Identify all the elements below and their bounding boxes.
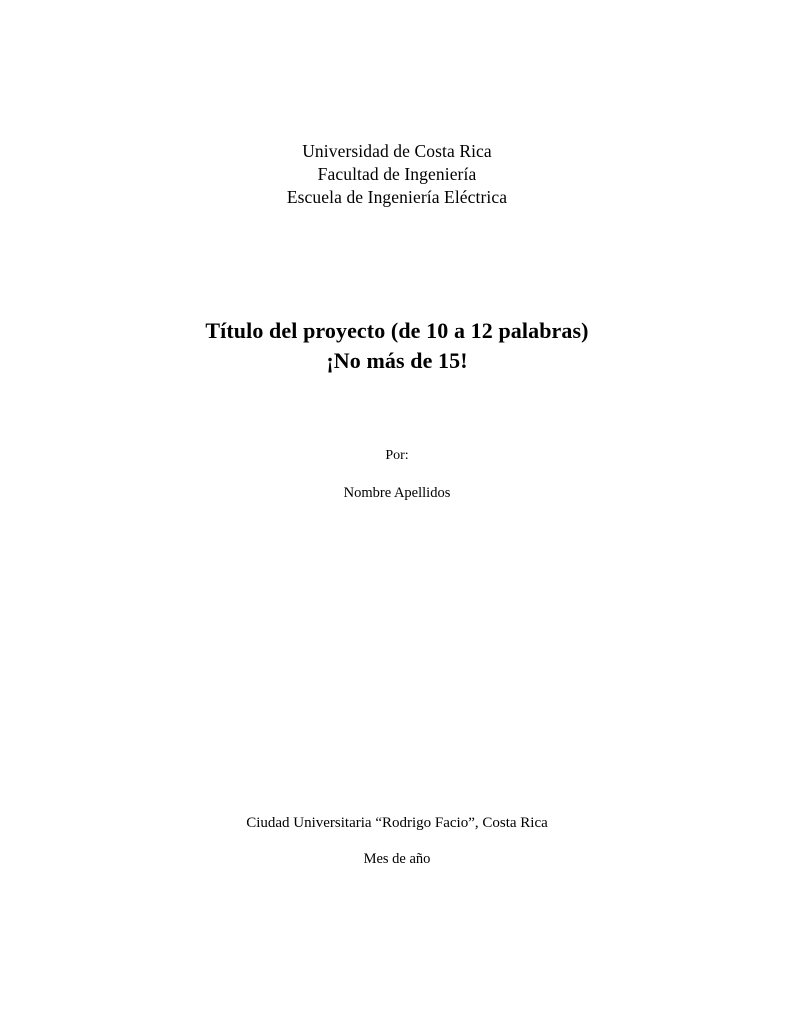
author-block <box>0 446 794 503</box>
date-text: Mes de año <box>363 851 431 867</box>
footer-block <box>0 813 794 870</box>
place-text: Ciudad Universitaria “Rodrigo Facio”, Costa Rica <box>246 815 548 831</box>
faculty-name: Facultad de Ingeniería <box>317 164 477 184</box>
project-title-line-1: Título del proyecto (de 10 a 12 palabras) <box>205 318 589 343</box>
author-name: Nombre Apellidos <box>343 485 451 501</box>
title-block <box>0 316 794 376</box>
by-label: Por: <box>385 448 409 463</box>
school-name: Escuela de Ingeniería Eléctrica <box>286 187 508 207</box>
project-title-line-2: ¡No más de 15! <box>326 348 468 373</box>
institution-block <box>0 140 794 209</box>
university-name: Universidad de Costa Rica <box>302 141 492 161</box>
